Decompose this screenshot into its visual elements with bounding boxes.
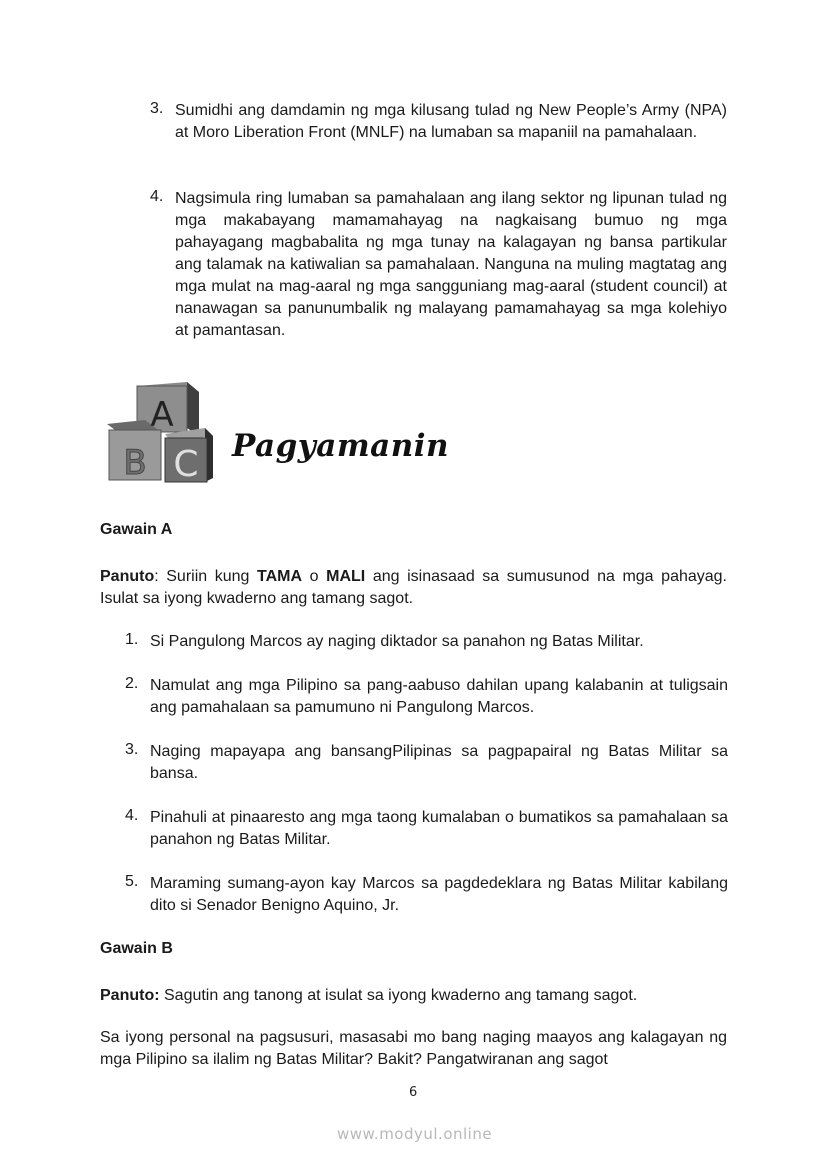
item-text: Pinahuli at pinaaresto ang mga taong kumalaban o bumatikos sa pamahalaan sa panahon ng Batas Militar.: [150, 809, 728, 848]
block-letter-c: C: [173, 444, 199, 485]
list-item: [125, 807, 728, 851]
block-letter-a: A: [150, 395, 174, 435]
gawain-a-instructions: Panuto: Suriin kung TAMA o MALI ang isinasaad sa sumusunod na mga pahayag. Isulat sa iyong kwaderno ang tamang sagot.: [100, 568, 728, 607]
watermark-url: www.modyul.online: [337, 1125, 493, 1143]
panuto-label: Panuto: [100, 568, 155, 585]
gawain-b-question: Sa iyong personal na pagsusuri, masasabi mo bang naging maayos ang kalagayan ng mga Pilipino sa ilalim ng Batas Militar? Bakit? Pangatwiranan ang sagot: [100, 1029, 727, 1068]
item-text: Sumidhi ang damdamin ng mga kilusang tulad ng New People’s Army (NPA) at Moro Liberation Front (MNLF) na lumaban sa mapaniil na pamahalaan.: [175, 102, 727, 141]
item-text: Nagsimula ring lumaban sa pamahalaan ang ilang sektor ng lipunan tulad ng mga makabayang mamamahayag na nagkaisang bumuo ng mga pahayagang magbabalita ng mga tunay na kalagayan ng bansa partikular ang talamak na katiwalian sa pamahalaan. Nanguna na muling magtatag ang mga mulat na mag-aaral ng mga sangguniang mag-aaral (student council) at nanawagan sa panunumbalik ng malayang pamamahayag sa mga kolehiyo at pamantasan.: [175, 190, 727, 339]
item-number: 4.: [125, 807, 139, 824]
gawain-a-heading: Gawain A: [100, 521, 173, 538]
item-text: Maraming sumang-ayon kay Marcos sa pagdedeklara ng Batas Militar kabilang dito si Senador Benigno Aquino, Jr.: [150, 875, 728, 914]
item-text: Naging mapayapa ang bansangPilipinas sa pagpapairal ng Batas Militar sa bansa.: [150, 743, 728, 782]
panuto-label: Panuto:: [100, 987, 160, 1004]
list-item: [150, 188, 728, 342]
item-number: 2.: [125, 675, 139, 692]
item-number: 3.: [125, 741, 139, 758]
list-item: [125, 631, 728, 653]
list-item: [150, 100, 728, 166]
tama-keyword: TAMA: [257, 568, 303, 585]
abc-blocks-icon: [105, 378, 217, 486]
mali-keyword: MALI: [326, 568, 366, 585]
item-number: 4.: [150, 188, 164, 205]
item-number: 5.: [125, 873, 139, 890]
page-number: 6: [409, 1085, 418, 1100]
item-number: 3.: [150, 100, 164, 117]
item-text: Namulat ang mga Pilipino sa pang-aabuso dahilan upang kalabanin at tuligsain ang pamahalaan sa pamumuno ni Pangulong Marcos.: [150, 677, 728, 716]
list-item: [125, 741, 728, 785]
block-letter-b: B: [123, 443, 147, 483]
item-text: Si Pangulong Marcos ay naging diktador sa panahon ng Batas Militar.: [150, 633, 644, 650]
section-title: Pagyamanin: [232, 428, 450, 464]
gawain-b-instructions: Panuto: Sagutin ang tanong at isulat sa iyong kwaderno ang tamang sagot.: [100, 987, 638, 1004]
list-item: [125, 675, 728, 719]
gawain-b-heading: Gawain B: [100, 940, 173, 957]
list-item: [125, 873, 728, 917]
item-number: 1.: [125, 631, 139, 648]
